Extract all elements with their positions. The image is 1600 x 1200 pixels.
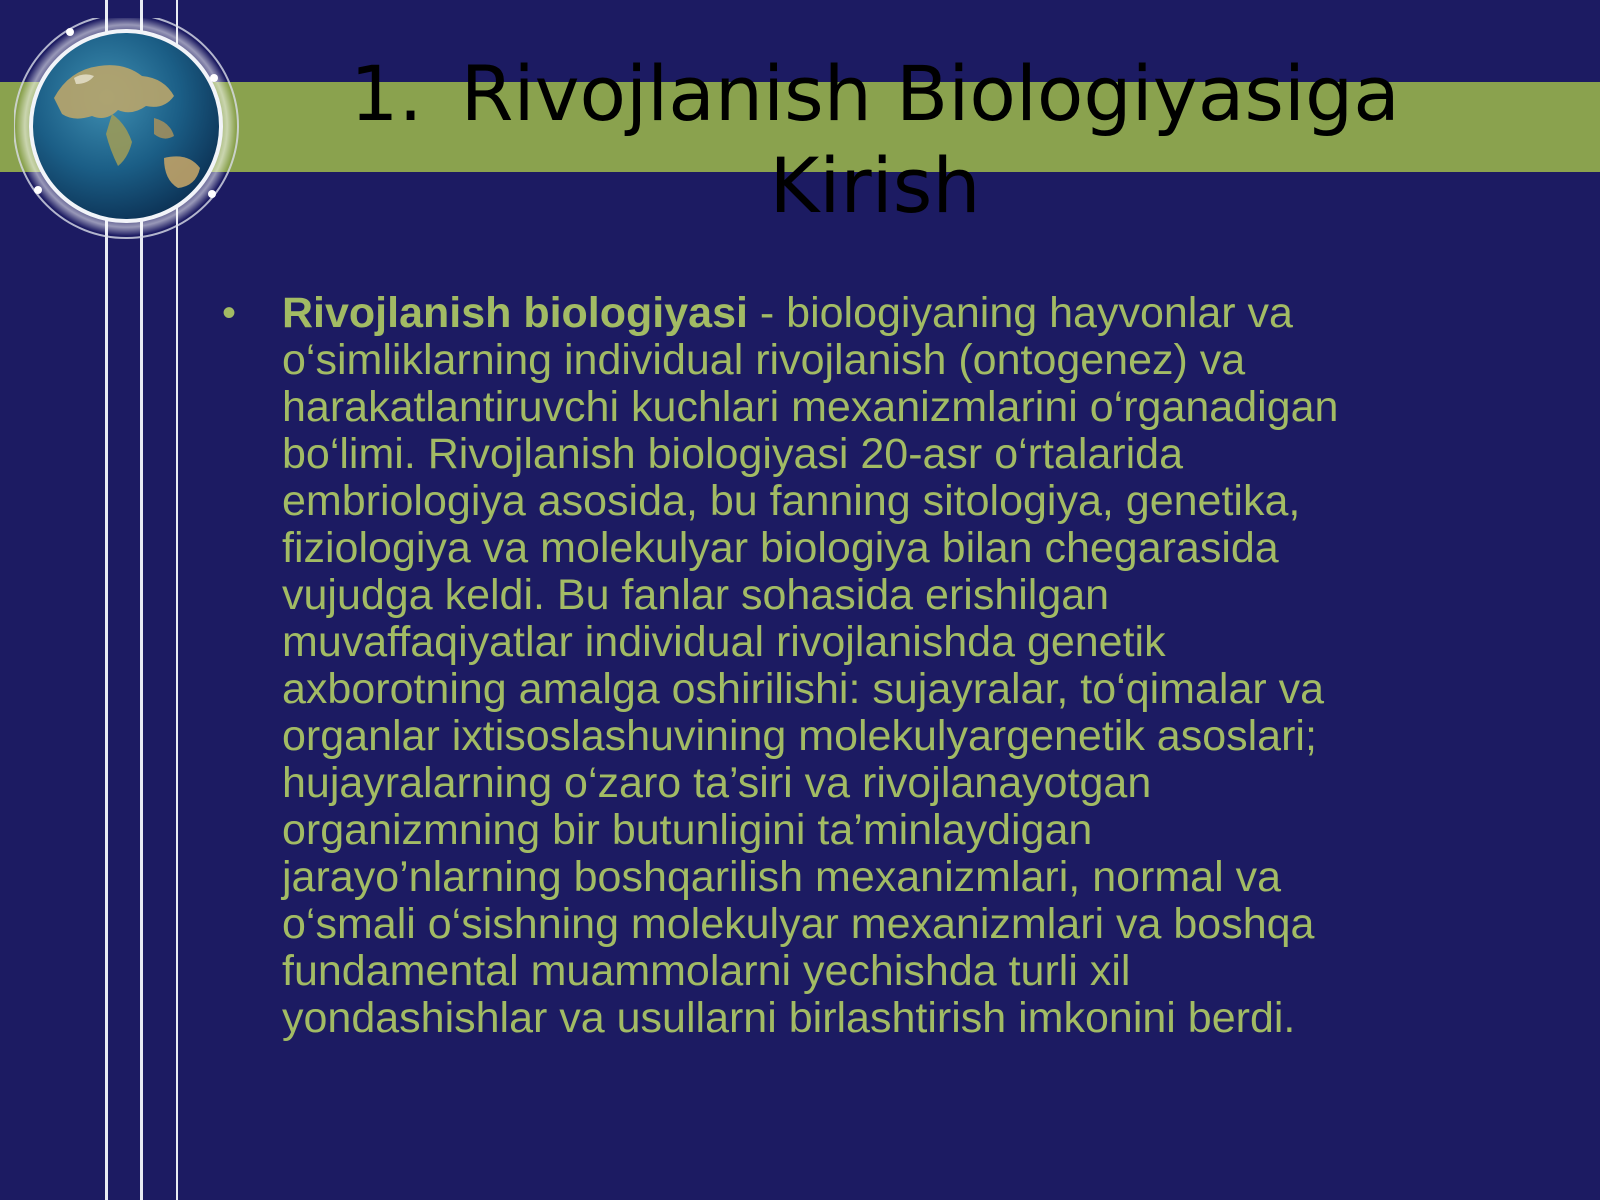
slide-body: [222, 290, 1522, 1042]
paragraph-line: embriologiya asosida, bu fanning sitologiya, genetika,: [282, 477, 1301, 525]
paragraph-line: o‘simliklarning individual rivojlanish (ontogenez) va: [282, 336, 1246, 384]
paragraph-line: yondashishlar va usullarni birlashtirish imkonini berdi.: [282, 994, 1296, 1042]
paragraph-line: organlar ixtisoslashuvining molekulyargenetik asoslari;: [282, 712, 1317, 760]
paragraph-line: fiziologiya va molekulyar biologiya bilan chegarasida: [282, 524, 1279, 572]
paragraph-line: fundamental muammolarni yechishda turli xil: [282, 947, 1131, 995]
paragraph-line: harakatlantiruvchi kuchlari mexanizmlarini o‘rganadigan: [282, 383, 1339, 431]
globe-graphic: [14, 18, 244, 248]
paragraph-line: bo‘limi. Rivojlanish biologiyasi 20-asr o‘rtalarida: [282, 430, 1184, 478]
paragraph-line: hujayralarning o‘zaro ta’siri va rivojlanayotgan: [282, 759, 1152, 807]
paragraph-line: muvaffaqiyatlar individual rivojlanishda genetik: [282, 618, 1166, 666]
bullet-item: [222, 290, 1522, 1042]
paragraph-line: organizmning bir butunligini ta’minlaydigan: [282, 806, 1093, 854]
paragraph-line: axborotning amalga oshirilishi: sujayralar, to‘qimalar va: [282, 665, 1325, 713]
defined-term: Rivojlanish biologiyasi: [282, 289, 748, 337]
earth-globe-icon: [14, 18, 244, 248]
title-number: 1.: [350, 49, 423, 138]
bullet-marker: •: [222, 291, 237, 335]
bullet-paragraph: [282, 290, 1522, 1042]
slide-title: [230, 48, 1520, 232]
paragraph-line: [282, 290, 1522, 337]
paragraph-line: vujudga keldi. Bu fanlar sohasida erishilgan: [282, 571, 1110, 619]
paragraph-line: jarayo’nlarning boshqarilish mexanizmlari, normal va: [282, 853, 1281, 901]
definition-start: - biologiyaning hayvonlar va: [747, 289, 1293, 337]
paragraph-line: o‘smali o‘sishning molekulyar mexanizmlari va boshqa: [282, 900, 1315, 948]
title-line-1: Rivojlanish Biologiyasiga: [460, 49, 1400, 138]
title-line-2: Kirish: [769, 141, 981, 230]
